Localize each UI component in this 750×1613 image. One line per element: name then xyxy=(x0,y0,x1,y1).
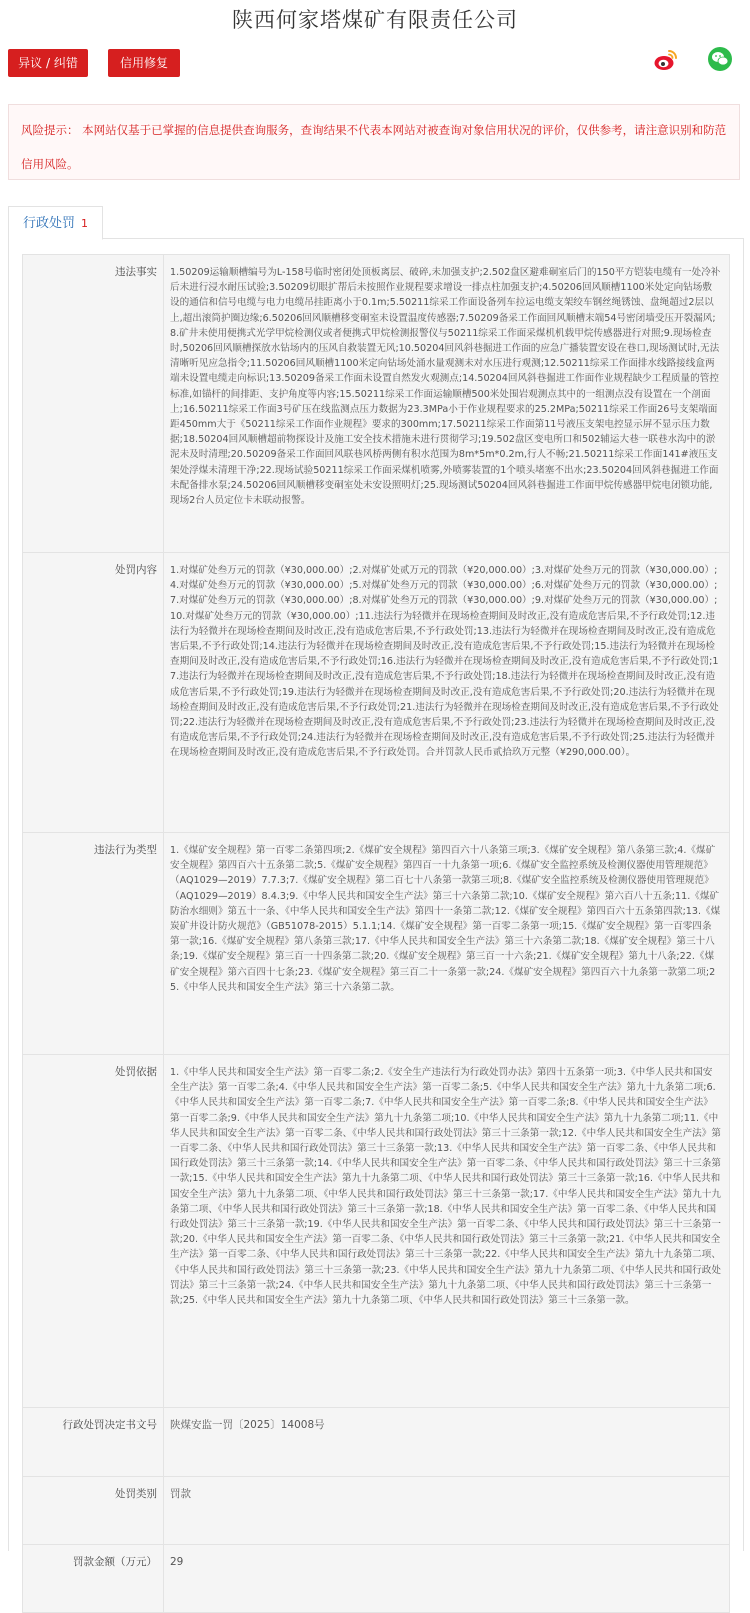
table-row xyxy=(23,553,730,833)
row-value-violation-type: 1.《煤矿安全规程》第一百零二条第四项;2.《煤矿安全规程》第四百六十八条第三项;3.《煤矿安全规程》第八条第三款;4.《煤矿安全规程》第四百六十五条第二款;5.《煤矿安全规程》第四百一十九条第一项;6.《煤矿安全监控系统及检测仪器使用管理规范》（AQ1029—2019）7.7.3;7.《煤矿安全规程》第二百七十八条第一款第三项;8.《煤矿安全监控系统及检测仪器使用管理规范》（AQ1029—2019）8.4.3;9.《中华人民共和国安全生产法》第三十六条第二款;10.《煤矿安全规程》第六百八十五条;11.《煤矿防治水细则》第五十一条、《中华人民共和国安全生产法》第四十一条第二款;12.《煤矿安全规程》第四百六十五条第四款;13.《煤炭矿井设计防火规范》（GB51078-2015）5.1.1;14.《煤矿安全规程》第一百零二条第一项;15.《煤矿安全规程》第一百零四条第一款;16.《煤矿安全规程》第八条第三款;17.《中华人民共和国安全生产法》第三十六条第二款;18.《煤矿安全规程》第三十八条;19.《煤矿安全规程》第三百一十四条第二款;20.《煤矿安全规程》第三百一十六条;21.《煤矿安全规程》第九十八条;22.《煤矿安全规程》第六百四十七条;23.《煤矿安全规程》第三百二十一条第一款;24.《煤矿安全规程》第四百六十九条第一款第二项;25.《中华人民共和国安全生产法》第三十六条第二款。 xyxy=(164,833,730,1055)
tab-bar xyxy=(8,206,744,239)
table-row xyxy=(23,1477,730,1545)
risk-notice xyxy=(8,104,740,180)
row-label-penalty-content: 处罚内容 xyxy=(23,553,164,833)
row-value-decision-number: 陕煤安监一罚〔2025〕14008号 xyxy=(164,1408,730,1477)
row-value-penalty-category: 罚款 xyxy=(164,1477,730,1545)
objection-button[interactable]: 异议 / 纠错 xyxy=(8,49,88,77)
row-label-decision-number: 行政处罚决定书文号 xyxy=(23,1408,164,1477)
penalty-detail-table xyxy=(22,254,730,1613)
row-label-violation-type: 违法行为类型 xyxy=(23,833,164,1055)
row-label-penalty-basis: 处罚依据 xyxy=(23,1055,164,1408)
row-value-penalty-basis: 1.《中华人民共和国安全生产法》第一百零二条;2.《安全生产违法行为行政处罚办法》第四十五条第一项;3.《中华人民共和国安全生产法》第一百零二条;4.《中华人民共和国安全生产法》第一百零二条;5.《中华人民共和国安全生产法》第九十九条第二项;6.《中华人民共和国安全生产法》第一百零二条;7.《中华人民共和国安全生产法》第一百零二条;8.《中华人民共和国安全生产法》第一百零二条;9.《中华人民共和国安全生产法》第九十九条第二项;10.《中华人民共和国安全生产法》第九十九条第二项;11.《中华人民共和国安全生产法》第一百零二条、《中华人民共和国行政处罚法》第三十三条第一款;12.《中华人民共和国安全生产法》第一百零二条、《中华人民共和国行政处罚法》第三十三条第一款;13.《中华人民共和国安全生产法》第一百零二条、《中华人民共和国行政处罚法》第三十三条第一款;14.《中华人民共和国安全生产法》第一百零二条、《中华人民共和国行政处罚法》第三十三条第一款;15.《中华人民共和国安全生产法》第九十九条第二项、《中华人民共和国行政处罚法》第三十三条第一款;16.《中华人民共和国安全生产法》第九十九条第二项、《中华人民共和国行政处罚法》第三十三条第一款;17.《中华人民共和国安全生产法》第九十九条第二项、《中华人民共和国行政处罚法》第三十三条第一款;18.《中华人民共和国安全生产法》第一百零二条、《中华人民共和国行政处罚法》第三十三条第一款;19.《中华人民共和国安全生产法》第一百零二条、《中华人民共和国行政处罚法》第三十三条第一款;20.《中华人民共和国安全生产法》第一百零二条、《中华人民共和国行政处罚法》第三十三条第一款;21.《中华人民共和国安全生产法》第一百零二条、《中华人民共和国行政处罚法》第三十三条第一款;22.《中华人民共和国安全生产法》第九十九条第二项、《中华人民共和国行政处罚法》第三十三条第一款;23.《中华人民共和国安全生产法》第九十九条第二项、《中华人民共和国行政处罚法》第三十三条第一款;24.《中华人民共和国安全生产法》第九十九条第二项、《中华人民共和国行政处罚法》第三十三条第一款;25.《中华人民共和国安全生产法》第九十九条第二项、《中华人民共和国行政处罚法》第三十三条第一款。 xyxy=(164,1055,730,1408)
weibo-icon[interactable] xyxy=(654,49,678,71)
table-row xyxy=(23,1055,730,1408)
tab-count-badge: 1 xyxy=(81,217,89,230)
row-label-facts: 违法事实 xyxy=(23,255,164,553)
credit-repair-button[interactable]: 信用修复 xyxy=(108,49,180,77)
tab-label: 行政处罚 xyxy=(23,216,76,231)
tab-administrative-penalty[interactable] xyxy=(8,206,103,240)
wechat-icon[interactable] xyxy=(708,47,732,71)
row-value-penalty-content: 1.对煤矿处叁万元的罚款（¥30,000.00）;2.对煤矿处贰万元的罚款（¥20,000.00）;3.对煤矿处叁万元的罚款（¥30,000.00）;4.对煤矿处叁万元的罚款（¥30,000.00）;5.对煤矿处叁万元的罚款（¥30,000.00）;6.对煤矿处叁万元的罚款（¥30,000.00）;7.对煤矿处叁万元的罚款（¥30,000.00）;8.对煤矿处叁万元的罚款（¥30,000.00）;9.对煤矿处叁万元的罚款（¥30,000.00）;10.对煤矿处叁万元的罚款（¥30,000.00）;11.违法行为轻微并在现场检查期间及时改正,没有造成危害后果,不予行政处罚;12.违法行为轻微并在现场检查期间及时改正,没有造成危害后果,不予行政处罚;13.违法行为轻微并在现场检查期间及时改正,没有造成危害后果,不予行政处罚;14.违法行为轻微并在现场检查期间及时改正,没有造成危害后果,不予行政处罚;15.违法行为轻微并在现场检查期间及时改正,没有造成危害后果,不予行政处罚;16.违法行为轻微并在现场检查期间及时改正,没有造成危害后果,不予行政处罚;17.违法行为轻微并在现场检查期间及时改正,没有造成危害后果,不予行政处罚;18.违法行为轻微并在现场检查期间及时改正,没有造成危害后果,不予行政处罚;19.违法行为轻微并在现场检查期间及时改正,没有造成危害后果,不予行政处罚;20.违法行为轻微并在现场检查期间及时改正,没有造成危害后果,不予行政处罚;21.违法行为轻微并在现场检查期间及时改正,没有造成危害后果,不予行政处罚;22.违法行为轻微并在现场检查期间及时改正,没有造成危害后果,不予行政处罚;23.违法行为轻微并在现场检查期间及时改正,没有造成危害后果,不予行政处罚;24.违法行为轻微并在现场检查期间及时改正,没有造成危害后果,不予行政处罚;25.违法行为轻微并在现场检查期间及时改正,没有造成危害后果,不予行政处罚。合并罚款人民币贰拾玖万元整（¥290,000.00）。 xyxy=(164,553,730,833)
table-row xyxy=(23,1408,730,1477)
page-title: 陕西何家塔煤矿有限责任公司 xyxy=(232,8,518,32)
table-row xyxy=(23,833,730,1055)
row-label-fine-amount: 罚款金额（万元） xyxy=(23,1545,164,1613)
risk-notice-text: 本网站仅基于已掌握的信息提供查询服务，查询结果不代表本网站对被查询对象信用状况的评价，仅供参考，请注意识别和防范信用风险。 xyxy=(21,123,727,171)
row-label-penalty-category: 处罚类别 xyxy=(23,1477,164,1545)
risk-notice-label: 风险提示： xyxy=(21,123,79,137)
table-row xyxy=(23,255,730,553)
row-value-fine-amount: 29 xyxy=(164,1545,730,1613)
table-row xyxy=(23,1545,730,1613)
row-value-facts: 1.50209运输顺槽编号为L-158号临时密闭处顶板离层、破碎,未加强支护;2.502盘区避难硐室后门的150平方铠装电缆有一处冷补后未进行浸水耐压试验;3.50209切眼扩帮后未按照作业规程要求增设一排点柱加强支护;4.50206回风顺槽1100米处定向钻场敷设的通信和信号电缆与电力电缆吊挂距离小于0.1m;5.50211综采工作面设备列车拉运电缆支架绞车钢丝绳锈蚀、盘绳超过2层以上,超出滚筒护圈边缘;6.50206回风顺槽移变硐室未设置温度传感器;7.50209备采工作面回风顺槽末端54号密闭墙受压开裂漏风;8.矿井未使用便携式光学甲烷检测仪或者便携式甲烷检测报警仪与50211综采工作面采煤机机载甲烷传感器进行对照;9.现场检查时,50206回风顺槽探放水钻场内的压风自救装置无风;10.50204回风斜巷掘进工作面的应急广播装置安设在巷口,现场测试时,无法清晰听见应急指令;11.50206回风顺槽1100米定向钻场处涌水量观测未对水压进行观测;12.50211综采工作面排水线路接线盒两端未设置电缆走向标识;13.50209备采工作面未设置自然发火观测点;14.50204回风斜巷掘进工作面作业规程缺少工程质量的管控标准,如锚杆的间排距、支护角度等内容;15.50211综采工作面运输顺槽500米处围岩观测点其中的一组测点没有设置在一个剖面上;16.50211综采工作面3号矿压在线监测点压力数据为23.3MPa小于作业规程要求的25.2MPa;50211综采工作面26号支架端面距450mm大于《50211综采工作面作业规程》要求的300mm;17.50211综采工作面第11号液压支架电控显示屏不显示压力数据;18.50204回风顺槽超前物探设计及施工安全技术措施未进行贯彻学习;19.502盘区变电所口和502辅运大巷一联巷水沟中的淤泥未及时清理;20.50209备采工作面回风联巷风桥两侧有积水范围为8m*5m*0.2m,行人不畅;21.50211综采工作面141#液压支架处浮煤未清理干净;22.现场试验50211综采工作面采煤机喷雾,外喷雾装置的1个喷头堵塞不出水;23.50204回风斜巷掘进工作面未配备排水泵;24.50206回风顺槽移变硐室处未安设照明灯;25.现场测试50204回风斜巷掘进工作面甲烷传感器甲烷电闭锁功能,现场2台人员定位卡未联动报警。 xyxy=(164,255,730,553)
